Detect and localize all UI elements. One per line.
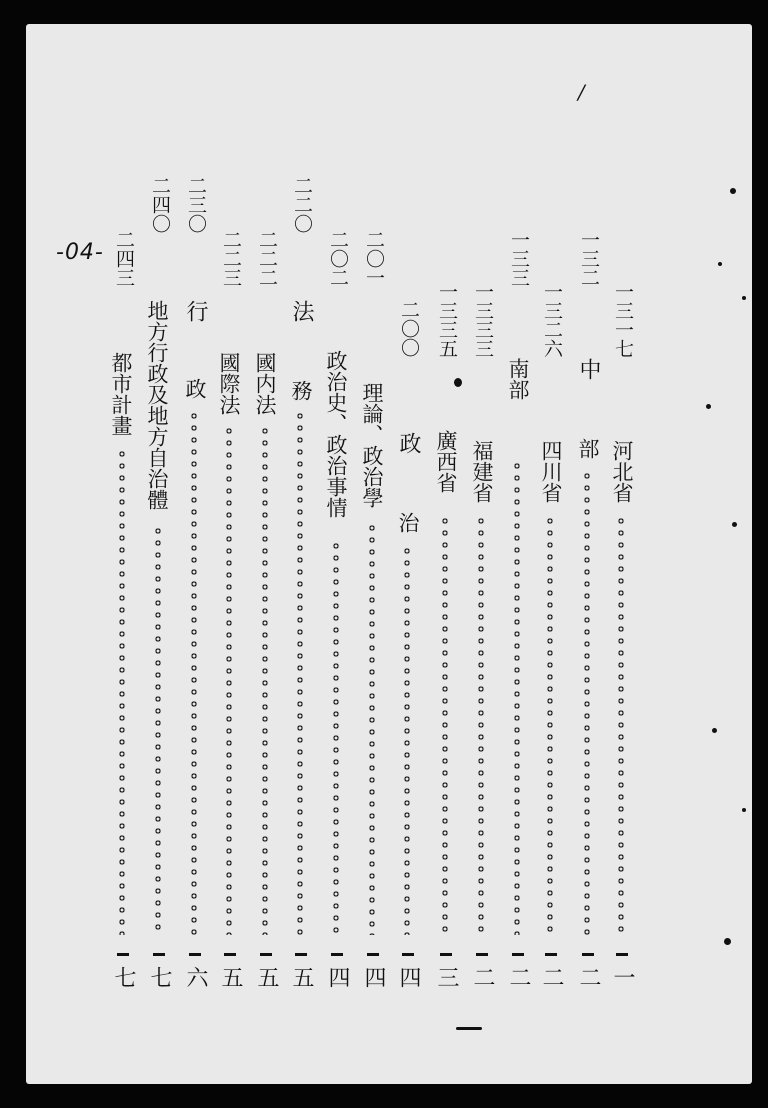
- entry-number: 二〇〇: [398, 300, 420, 357]
- scan-speck: [454, 378, 462, 387]
- scan-speck: [718, 262, 722, 266]
- page-number: 五: [289, 966, 314, 988]
- entry-title: 國内法: [253, 352, 277, 415]
- page-dash: [512, 953, 524, 956]
- page-dash: [189, 953, 201, 956]
- page-dash: [440, 953, 452, 956]
- scan-speck: [742, 296, 746, 300]
- leader-dots: [477, 515, 485, 935]
- page-number: 四: [361, 966, 386, 988]
- entry-number: 二二〇: [291, 176, 313, 233]
- leader-dots: [154, 525, 162, 935]
- section-title: 法: [289, 300, 314, 322]
- margin-note: -04-: [56, 240, 104, 265]
- leader-dots: [190, 410, 198, 935]
- leader-dots: [118, 448, 126, 935]
- page-dash: [260, 953, 272, 956]
- page-number: 二: [470, 966, 495, 988]
- leader-dots: [368, 522, 376, 935]
- page-number: 二: [539, 966, 564, 988]
- entry-title: 政治史、政治事情: [324, 350, 348, 518]
- scan-speck: [724, 938, 731, 945]
- page-number: 四: [325, 966, 350, 988]
- entry-number: 一三三五: [436, 282, 458, 358]
- leader-dots: [441, 515, 449, 935]
- entry-title: 河北省: [610, 440, 634, 503]
- page-dash: [545, 953, 557, 956]
- entry-number: 一三三: [508, 230, 530, 287]
- entry-title: 廣西省: [434, 430, 458, 493]
- page-dash: [367, 953, 379, 956]
- scan-speck: [732, 522, 737, 527]
- page-dash: [224, 953, 236, 956]
- section-title: 政: [396, 432, 421, 454]
- section-title: 行: [183, 300, 208, 322]
- entry-title: 南部: [506, 358, 530, 400]
- leader-dots: [261, 425, 269, 935]
- leader-dots: [332, 540, 340, 935]
- entry-title: 國際法: [217, 352, 241, 415]
- scan-speck: [742, 808, 746, 812]
- entry-number: 一三一七: [612, 282, 634, 358]
- entry-number: 一三三三: [472, 282, 494, 358]
- entry-number: 二〇二: [327, 230, 349, 287]
- leader-dots: [403, 545, 411, 935]
- page-dash: [117, 953, 129, 956]
- entry-number: 二三〇: [185, 176, 207, 233]
- entry-title: 地方行政及地方自治體: [145, 300, 169, 510]
- page-dash: [476, 953, 488, 956]
- entry-title: 政: [183, 378, 207, 399]
- page-number: 七: [147, 966, 172, 988]
- entry-title: 治: [396, 512, 420, 533]
- section-title: 中: [576, 358, 601, 380]
- page-dash: [331, 953, 343, 956]
- leader-dots: [513, 460, 521, 935]
- page-number: 五: [218, 966, 243, 988]
- corner-mark: /: [578, 80, 585, 104]
- page-dash: [402, 953, 414, 956]
- scan-speck: [706, 404, 711, 409]
- page-number: 一: [610, 966, 635, 988]
- leader-dots: [546, 515, 554, 935]
- page-dash: [295, 953, 307, 956]
- entry-title: 務: [289, 380, 313, 401]
- entry-number: 二二二: [256, 230, 278, 287]
- entry-title: 福建省: [470, 440, 494, 503]
- scan-speck: [712, 728, 717, 733]
- entry-title: 部: [576, 438, 600, 459]
- entry-title: 四川省: [539, 440, 563, 503]
- entry-number: 一三二六: [541, 282, 563, 358]
- scan-speck: [730, 188, 736, 194]
- page-dash: [582, 953, 594, 956]
- entry-title: 都市計畫: [109, 352, 133, 436]
- paper-sheet: [26, 24, 752, 1084]
- leader-dots: [225, 425, 233, 935]
- page-number: 六: [183, 966, 208, 988]
- page-number: 四: [396, 966, 421, 988]
- page-number: 三: [434, 966, 459, 988]
- page-dash: [153, 953, 165, 956]
- leader-dots: [296, 410, 304, 935]
- page-number: 七: [111, 966, 136, 988]
- entry-number: 二四〇: [149, 176, 171, 233]
- scan-speck: [456, 1027, 482, 1030]
- entry-title: 理論、政治學: [360, 382, 384, 508]
- page-number: 二: [506, 966, 531, 988]
- leader-dots: [583, 470, 591, 935]
- page-dash: [616, 953, 628, 956]
- entry-number: 二四三: [113, 230, 135, 287]
- entry-number: 二〇一: [363, 230, 385, 287]
- entry-number: 一三二: [578, 230, 600, 287]
- entry-number: 二二三: [220, 230, 242, 287]
- leader-dots: [617, 515, 625, 935]
- page-number: 五: [254, 966, 279, 988]
- page-number: 二: [576, 966, 601, 988]
